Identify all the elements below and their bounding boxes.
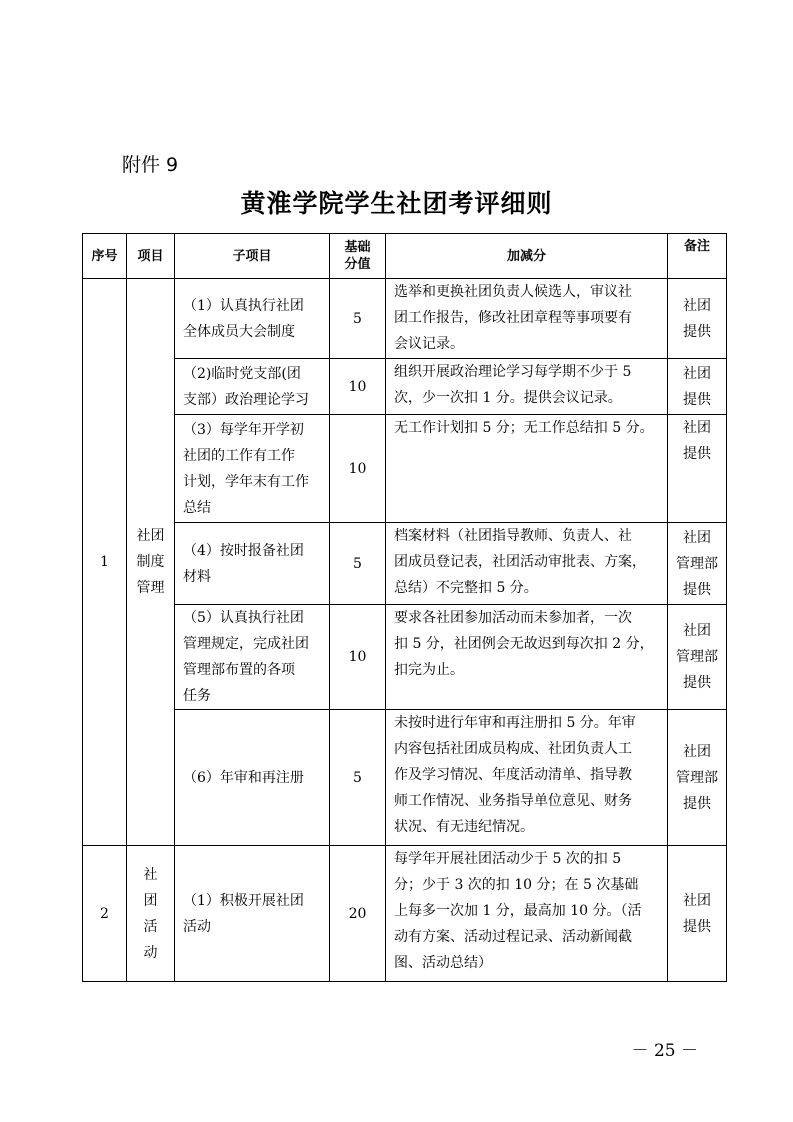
table-row: [83, 710, 727, 846]
group-2-item: 社 团 活 动: [127, 846, 175, 982]
row-7-rules: 每学年开展社团活动少于 5 次的扣 5 分；少于 3 次的扣 10 分；在 5 次基础 上每多一次加 1 分，最高加 10 分。（活 动有方案、活动过程记录、活动新闻截 图、活动总结）: [386, 846, 668, 982]
row-5-notes: 社团 管理部 提供: [668, 605, 727, 710]
header-item: 项目: [127, 234, 175, 279]
table-row: [83, 523, 727, 605]
row-3-rules: 无工作计划扣 5 分；无工作总结扣 5 分。: [386, 415, 668, 523]
table-row: [83, 846, 727, 982]
table-row: [83, 359, 727, 415]
document-title: 黄淮学院学生社团考评细则: [240, 189, 553, 218]
attachment-label: 附件 9: [122, 154, 179, 176]
row-4-rules: 档案材料（社团指导教师、负责人、社 团成员登记表，社团活动审批表、方案， 总结）不完整扣 5 分。: [386, 523, 668, 605]
header-notes: 备注: [668, 234, 727, 279]
row-1-rules: 选举和更换社团负责人候选人，审议社 团工作报告，修改社团章程等事项要有 会议记录。: [386, 279, 668, 359]
row-4-subitem: （4）按时报备社团 材料: [175, 523, 330, 605]
group-1-item: 社团 制度 管理: [127, 279, 175, 846]
group-1-no: 1: [83, 279, 127, 846]
group-2-no: 2: [83, 846, 127, 982]
row-2-subitem: （2)临时党支部(团 支部）政治理论学习: [175, 359, 330, 415]
row-6-points: 5: [330, 710, 386, 846]
row-1-notes: 社团 提供: [668, 279, 727, 359]
row-6-rules: 未按时进行年审和再注册扣 5 分。年审 内容包括社团成员构成、社团负责人工 作及学习情况、年度活动清单、指导教 师工作情况、业务指导单位意见、财务 状况、有无违纪情况。: [386, 710, 668, 846]
table-row: [83, 415, 727, 523]
header-subitem: 子项目: [175, 234, 330, 279]
evaluation-table: [82, 233, 727, 982]
row-6-notes: 社团 管理部 提供: [668, 710, 727, 846]
row-7-points: 20: [330, 846, 386, 982]
row-6-subitem: （6）年审和再注册: [175, 710, 330, 846]
row-1-points: 5: [330, 279, 386, 359]
row-3-subitem: （3）每学年开学初 社团的工作有工作 计划，学年末有工作 总结: [175, 415, 330, 523]
row-7-notes: 社团 提供: [668, 846, 727, 982]
row-4-notes: 社团 管理部 提供: [668, 523, 727, 605]
row-2-notes: 社团 提供: [668, 359, 727, 415]
row-1-subitem: （1）认真执行社团 全体成员大会制度: [175, 279, 330, 359]
row-2-rules: 组织开展政治理论学习每学期不少于 5 次，少一次扣 1 分。提供会议记录。: [386, 359, 668, 415]
header-points: 基础 分值: [330, 234, 386, 279]
header-no: 序号: [83, 234, 127, 279]
header-rules: 加减分: [386, 234, 668, 279]
row-3-points: 10: [330, 415, 386, 523]
row-5-subitem: （5）认真执行社团 管理规定，完成社团 管理部布置的各项 任务: [175, 605, 330, 710]
table-row: [83, 279, 727, 359]
table-row: [83, 605, 727, 710]
row-5-rules: 要求各社团参加活动而未参加者，一次 扣 5 分，社团例会无故迟到每次扣 2 分， 扣完为止。: [386, 605, 668, 710]
row-4-points: 5: [330, 523, 386, 605]
row-3-notes: 社团 提供: [668, 415, 727, 523]
row-2-points: 10: [330, 359, 386, 415]
row-5-points: 10: [330, 605, 386, 710]
page-number: － 25 －: [631, 1041, 698, 1061]
row-7-subitem: （1）积极开展社团 活动: [175, 846, 330, 982]
table-header-row: [83, 234, 727, 279]
